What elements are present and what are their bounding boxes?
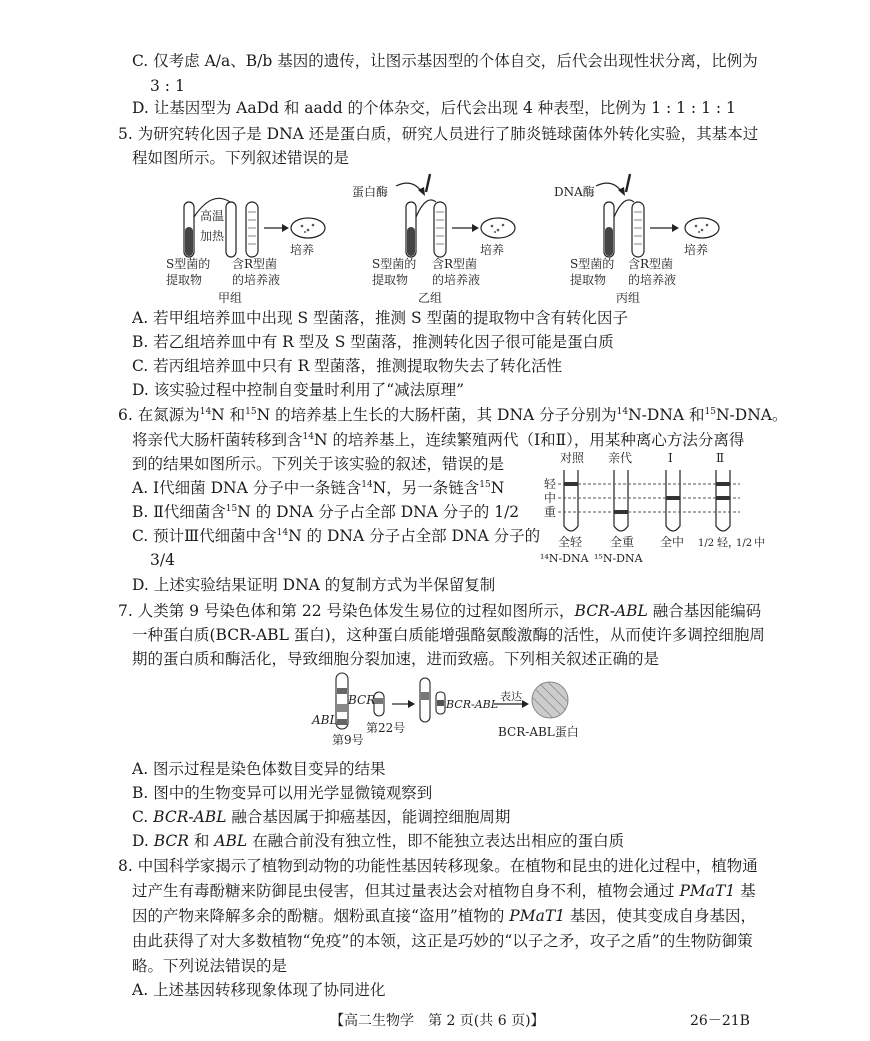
page-footer-center: 【高二生物学 第 2 页(共 6 页)】	[330, 1013, 545, 1029]
q5-group-a	[166, 198, 325, 305]
q4-option-d: D. 让基因型为 AaDd 和 aadd 的个体杂交，后代会出现 4 种表型，比例为 1 : 1 : 1 : 1	[132, 99, 736, 117]
q6-stem-line2: 将亲代大肠杆菌转移到含$^{14}$N 的培养基上，连续繁殖两代（Ⅰ和Ⅱ），用某种离心方法分离得	[132, 431, 745, 449]
q7-option-c: C. BCR-ABL 融合基因属于抑癌基因，能调控细胞周期	[132, 808, 511, 826]
q7-stem-line1: 7. 人类第 9 号染色体和第 22 号染色体发生易位的过程如图所示，BCR-ABL 融合基因能编码	[118, 602, 762, 620]
q6-option-d: D. 上述实验结果证明 DNA 的复制方式为半保留复制	[132, 576, 496, 594]
q5-group-a-label: 甲组	[218, 291, 243, 305]
q5-culture-a: 培养	[290, 243, 315, 257]
q6-parent-label: 亲代	[608, 451, 633, 465]
q6-option-c-cont: 3/4	[150, 551, 175, 569]
q6-all-light: 全轻	[558, 535, 583, 549]
q5-stem-line1: 5. 为研究转化因子是 DNA 还是蛋白质，研究人员进行了肺炎链球菌体外转化实验，其基本过	[118, 125, 759, 143]
q5-dnase-label: DNA酶	[554, 185, 595, 199]
q6-heavy-label: 重	[544, 505, 557, 519]
q7-chr22-label: 第22号	[366, 721, 406, 735]
q5-stem-line2: 程如图所示。下列叙述错误的是	[132, 149, 350, 167]
q6-light-suffix: 轻，	[717, 536, 739, 549]
q6-gen1-label: Ⅰ	[668, 451, 673, 465]
q8-stem-line1: 8. 中国科学家揭示了植物到动物的功能性基因转移现象。在植物和昆虫的进化过程中，植物通	[118, 857, 758, 875]
q5-culture-b: 培养	[480, 243, 505, 257]
q5-r-medium-a1: 含R型菌	[232, 257, 278, 271]
q5-r-medium-c1: 含R型菌	[628, 257, 674, 271]
q8-stem-line3: 因的产物来降解多余的酚糖。烟粉虱直接“盗用”植物的 PMaT1 基因，使其变成自身基因，	[132, 907, 756, 925]
q8-stem-line4: 由此获得了对大多数植物“免疫”的本领，这正是巧妙的“以子之矛，攻子之盾”的生物防御策	[132, 932, 753, 950]
q6-gen2-label: Ⅱ	[716, 451, 725, 465]
q6-half-2: 1/2	[736, 538, 753, 549]
q5-group-b-label: 乙组	[418, 291, 443, 305]
q6-stem-line3: 到的结果如图所示。下列关于该实验的叙述，错误的是	[132, 455, 505, 473]
q7-chr9-label: 第9号	[332, 733, 364, 747]
q5-r-medium-c2: 的培养液	[628, 273, 677, 287]
q5-s-extract-b2: 提取物	[372, 273, 409, 287]
q6-half-1: 1/2	[698, 538, 715, 549]
q6-option-c: C. 预计Ⅲ代细菌中含$^{14}$N 的 DNA 分子占全部 DNA 分子的	[132, 527, 541, 545]
q6-all-heavy: 全重	[610, 535, 635, 549]
q7-option-a: A. 图示过程是染色体数目变异的结果	[132, 760, 386, 778]
q5-r-medium-a2: 的培养液	[232, 273, 281, 287]
q5-protease-label: 蛋白酶	[352, 185, 389, 199]
q7-fusion-label: BCR-ABL	[446, 698, 499, 711]
q6-mid-suffix: 中	[754, 536, 765, 549]
q7-abl-label: ABL	[312, 713, 338, 727]
q6-control-label: 对照	[560, 451, 585, 465]
q7-protein-label: BCR-ABL蛋白	[498, 725, 579, 739]
q8-stem-line5: 略。下列说法错误的是	[132, 957, 288, 975]
q5-option-c: C. 若丙组培养皿中只有 R 型菌落，推测提取物失去了转化活性	[132, 357, 563, 375]
q5-heat-label: 高温	[200, 209, 225, 223]
q5-group-c-label: 丙组	[616, 291, 641, 305]
q5-s-extract-a1: S型菌的	[166, 257, 211, 271]
q6-stem-line1: 6. 在氮源为$^{14}$N 和$^{15}$N 的培养基上生长的大肠杆菌，其 DNA 分子分别为$^{14}$N-DNA 和$^{15}$N-DNA。	[118, 406, 788, 424]
q7-option-d: D. BCR 和 ABL 在融合前没有独立性，即不能独立表达出相应的蛋白质	[132, 832, 625, 850]
q7-express-label: 表达	[500, 690, 522, 703]
q5-r-medium-b2: 的培养液	[432, 273, 481, 287]
q6-n15dna-label: ¹⁵N-DNA	[594, 552, 643, 565]
q7-stem-line3: 期的蛋白质和酶活化，导致细胞分裂加速，进而致癌。下列相关叙述正确的是	[132, 650, 660, 668]
q6-all-mid: 全中	[660, 535, 685, 549]
q5-s-extract-c2: 提取物	[570, 273, 607, 287]
q6-mid-label: 中	[544, 491, 557, 505]
q5-option-b: B. 若乙组培养皿中有 R 型及 S 型菌落，推测转化因子很可能是蛋白质	[132, 333, 614, 351]
q4-option-c-cont: 3 : 1	[150, 77, 185, 95]
q5-group-c	[554, 174, 719, 305]
q6-option-a: A. Ⅰ代细菌 DNA 分子中一条链含$^{14}$N，另一条链含$^{15}$N	[132, 479, 505, 497]
q7-option-b: B. 图中的生物变异可以用光学显微镜观察到	[132, 784, 433, 802]
q8-stem-line2: 过产生有毒酚糖来防御昆虫侵害，但其过量表达会对植物自身不利，植物会通过 PMaT1 基	[132, 882, 756, 900]
q6-n14dna-label: ¹⁴N-DNA	[540, 552, 589, 565]
q5-heat-label2: 加热	[200, 229, 225, 243]
q4-option-c: C. 仅考虑 A/a、B/b 基因的遗传，让图示基因型的个体自交，后代会出现性状分离，比例为	[132, 52, 758, 70]
q5-option-a: A. 若甲组培养皿中出现 S 型菌落，推测 S 型菌的提取物中含有转化因子	[132, 309, 628, 327]
q5-s-extract-b1: S型菌的	[372, 257, 417, 271]
q5-option-d: D. 该实验过程中控制自变量时利用了“减法原理”	[132, 381, 465, 399]
q5-r-medium-b1: 含R型菌	[432, 257, 478, 271]
q6-figure	[540, 448, 765, 570]
q5-culture-c: 培养	[684, 243, 709, 257]
q6-option-b: B. Ⅱ代细菌含$^{15}$N 的 DNA 分子占全部 DNA 分子的 1/2	[132, 503, 520, 521]
q6-light-label: 轻	[544, 477, 557, 491]
q5-group-b	[352, 174, 515, 305]
q5-s-extract-a2: 提取物	[166, 273, 203, 287]
q8-option-a: A. 上述基因转移现象体现了协同进化	[132, 981, 386, 999]
q7-figure	[308, 670, 588, 752]
q5-figure	[150, 172, 740, 307]
page-footer-code: 26－21B	[690, 1013, 750, 1029]
q5-s-extract-c1: S型菌的	[570, 257, 615, 271]
q7-bcr-label: BCR	[348, 693, 376, 707]
q7-stem-line2: 一种蛋白质(BCR-ABL 蛋白)，这种蛋白质能增强酪氨酸激酶的活性，从而使许多调控细胞周	[132, 626, 765, 644]
